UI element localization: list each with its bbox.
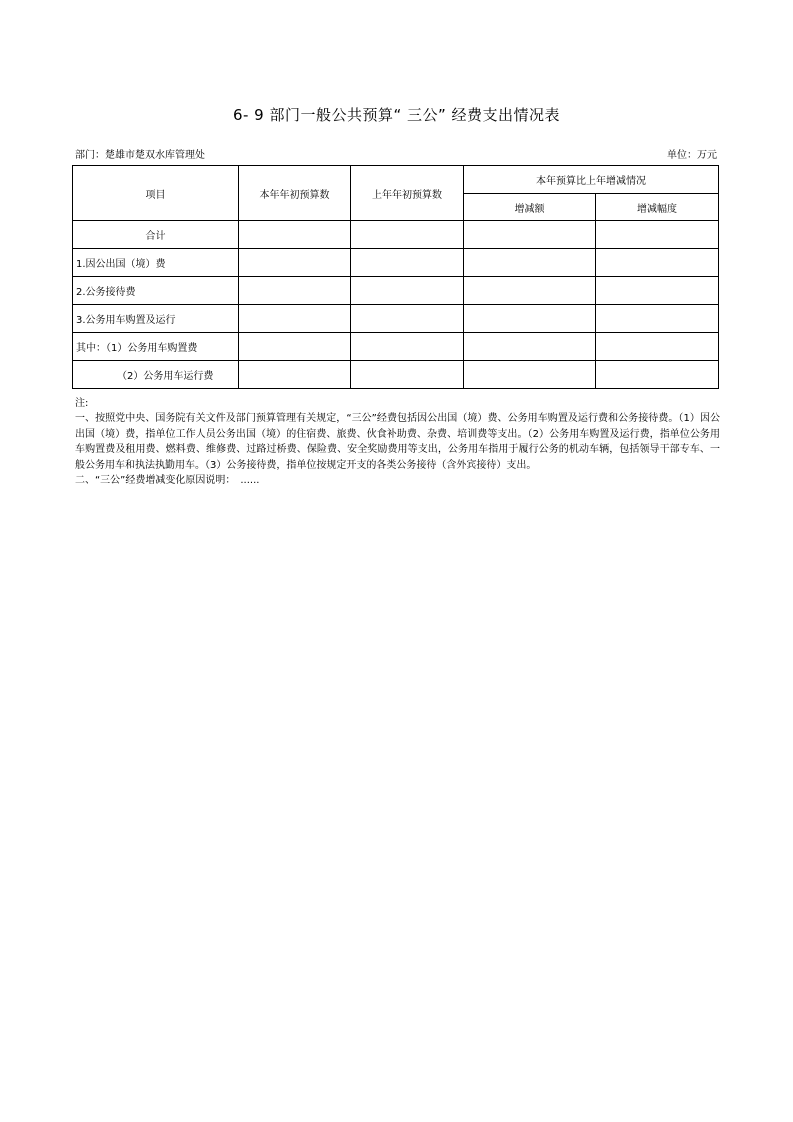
cell-amount bbox=[464, 249, 596, 277]
row-label-total: 合计 bbox=[73, 221, 239, 249]
table-row bbox=[73, 277, 719, 305]
cell-rate bbox=[596, 361, 719, 389]
cell-last bbox=[351, 221, 464, 249]
notes-paragraph-1: 一、按照党中央、国务院有关文件及部门预算管理有关规定，“三公”经费包括因公出国（境）费、公务用车购置及运行费和公务接待费。（1）因公出国（境）费，指单位工作人员公务出国（境）的住宿费、旅费、伙食补助费、杂费、培训费等支出。（2）公务用车购置及运行费，指单位公务用车购置费及租用费、燃料费、维修费、过路过桥费、保险费、安全奖励费用等支出，公务用车指用于履行公务的机动车辆，包括领导干部专车、一般公务用车和执法执勤用车。（3）公务接待费，指单位按规定开支的各类公务接待（含外宾接待）支出。 bbox=[75, 413, 720, 471]
cell-current bbox=[239, 305, 351, 333]
cell-amount bbox=[464, 361, 596, 389]
page-title: 6- 9 部门一般公共预算“ 三公” 经费支出情况表 bbox=[232, 106, 561, 124]
row-label: 2.公务接待费 bbox=[73, 277, 239, 305]
header-comparison-group: 本年预算比上年增减情况 bbox=[464, 166, 719, 194]
cell-amount bbox=[464, 305, 596, 333]
cell-last bbox=[351, 361, 464, 389]
table-row bbox=[73, 305, 719, 333]
table-row bbox=[73, 221, 719, 249]
cell-amount bbox=[464, 333, 596, 361]
unit-label: 单位：万元 bbox=[667, 150, 717, 161]
table-row bbox=[73, 333, 719, 361]
cell-current bbox=[239, 277, 351, 305]
cell-last bbox=[351, 277, 464, 305]
cell-rate bbox=[596, 221, 719, 249]
cell-current bbox=[239, 333, 351, 361]
table-row bbox=[73, 361, 719, 389]
header-change-rate: 增减幅度 bbox=[596, 194, 719, 221]
department-label: 部门：楚雄市楚双水库管理处 bbox=[75, 150, 205, 161]
header-current-budget: 本年年初预算数 bbox=[239, 166, 351, 221]
row-label: 3.公务用车购置及运行 bbox=[73, 305, 239, 333]
header-item: 项目 bbox=[73, 166, 239, 221]
cell-last bbox=[351, 305, 464, 333]
row-label: （2）公务用车运行费 bbox=[73, 361, 239, 389]
notes-heading: 注: bbox=[75, 398, 89, 409]
header-change-amount: 增减额 bbox=[464, 194, 596, 221]
cell-rate bbox=[596, 305, 719, 333]
row-label: 1.因公出国（境）费 bbox=[73, 249, 239, 277]
cell-amount bbox=[464, 277, 596, 305]
cell-current bbox=[239, 249, 351, 277]
cell-last bbox=[351, 333, 464, 361]
cell-rate bbox=[596, 277, 719, 305]
cell-last bbox=[351, 249, 464, 277]
cell-amount bbox=[464, 221, 596, 249]
cell-rate bbox=[596, 249, 719, 277]
table-header-row bbox=[73, 166, 719, 194]
cell-rate bbox=[596, 333, 719, 361]
row-label: 其中：（1）公务用车购置费 bbox=[73, 333, 239, 361]
header-last-budget: 上年年初预算数 bbox=[351, 166, 464, 221]
cell-current bbox=[239, 221, 351, 249]
three-public-expenses-table bbox=[72, 165, 719, 389]
cell-current bbox=[239, 361, 351, 389]
notes-paragraph-2: 二、“三公”经费增减变化原因说明： ...... bbox=[75, 475, 260, 487]
table-row bbox=[73, 249, 719, 277]
notes-section bbox=[75, 396, 720, 488]
